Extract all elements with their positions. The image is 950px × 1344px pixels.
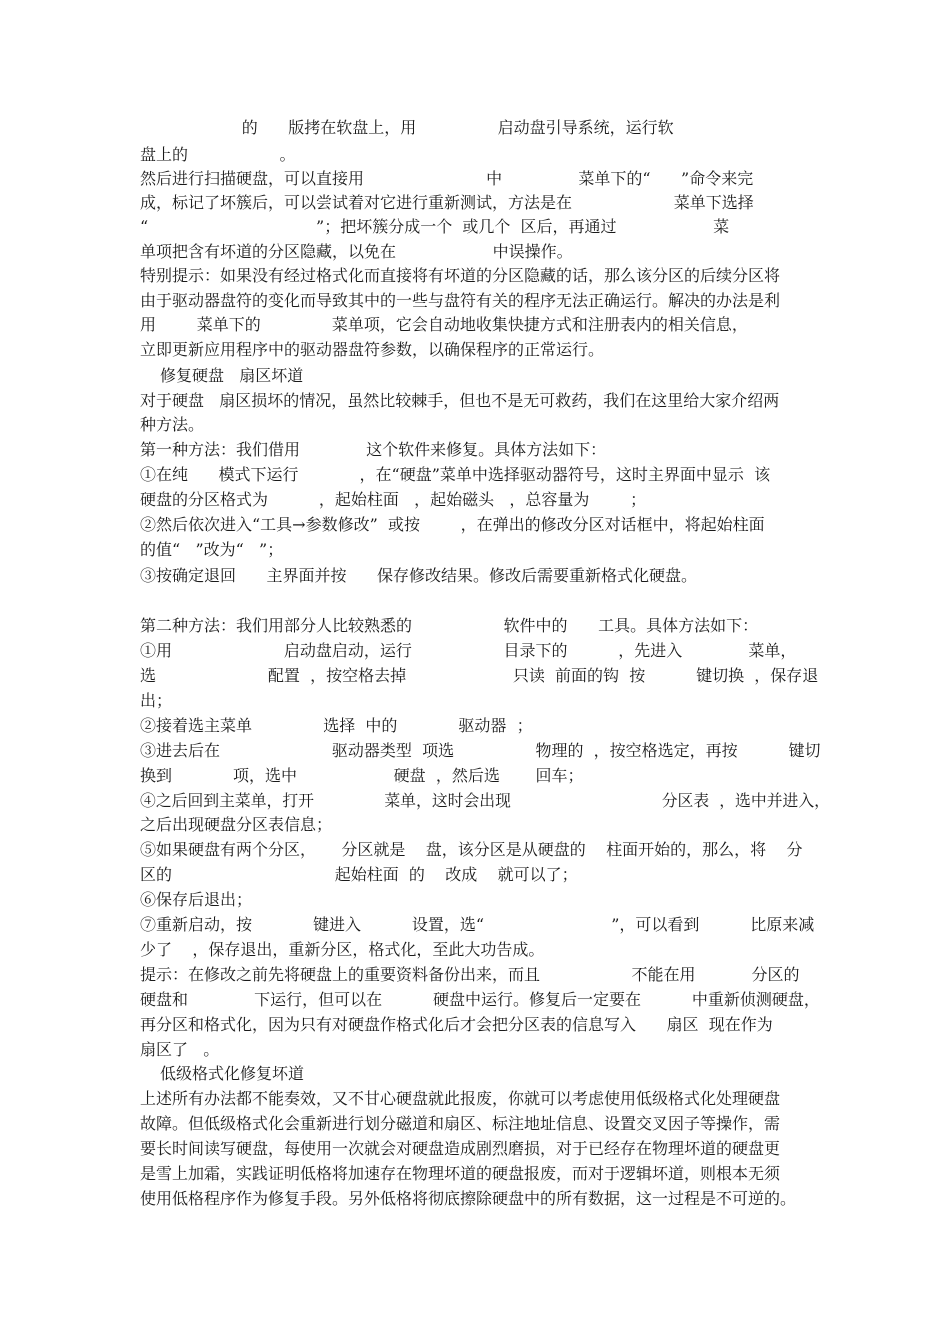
text-line: 扇区了 。 xyxy=(140,1040,220,1059)
text-line: 然后进行扫描硬盘，可以直接用 中 菜单下的“ ”命令来完 xyxy=(140,169,754,188)
text-line: 盘上的 。 xyxy=(140,145,296,164)
text-line: ③按确定退回 主界面并按 保存修改结果。修改后需要重新格式化硬盘。 xyxy=(140,566,698,585)
text-line: 上述所有办法都不能奏效，又不甘心硬盘就此报废，你就可以考虑使用低级格式化处理硬盘 xyxy=(140,1089,781,1108)
text-line: ①在纯 模式下运行 ，在“硬盘”菜单中选择驱动器符号，这时主界面中显示 该 xyxy=(140,465,771,484)
text-line: 特别提示：如果没有经过格式化而直接将有坏道的分区隐藏的话，那么该分区的后续分区将 xyxy=(140,266,781,285)
text-line: 出； xyxy=(140,691,173,710)
text-line: 第一种方法：我们借用 这个软件来修复。具体方法如下： xyxy=(140,440,607,459)
text-line: 使用低格程序作为修复手段。另外低格将彻底擦除硬盘中的所有数据，这一过程是不可逆的。 xyxy=(140,1189,797,1208)
text-line: ②然后依次进入“工具→参数修改” 或按 ，在弹出的修改分区对话框中，将起始柱面 xyxy=(140,515,765,534)
text-line: “ ”；把坏簇分成一个 或几个 区后，再通过 菜 xyxy=(140,217,730,236)
text-line: 是雪上加霜，实践证明低格将加速存在物理坏道的硬盘报废，而对于逻辑坏道，则根本无须 xyxy=(140,1164,781,1183)
text-line: ⑥保存后退出； xyxy=(140,890,253,909)
text-line: 提示：在修改之前先将硬盘上的重要资料备份出来，而且 不能在用 分区的 xyxy=(140,965,800,984)
text-line: 再分区和格式化，因为只有对硬盘作格式化后才会把分区表的信息写入 扇区 现在作为 xyxy=(140,1015,773,1034)
text-line: 故障。但低级格式化会重新进行划分磁道和扇区、标注地址信息、设置交叉因子等操作，需 xyxy=(140,1114,781,1133)
text-line: 成，标记了坏簇后，可以尝试着对它进行重新测试，方法是在 菜单下选择 xyxy=(140,193,754,212)
text-line: 的 版拷在软盘上，用 启动盘引导系统，运行软 xyxy=(140,118,674,137)
text-line: ①用 启动盘启动，运行 目录下的 ，先进入 菜单， xyxy=(140,641,797,660)
text-line: 换到 项，选中 硬盘 ，然后选 回车； xyxy=(140,766,584,785)
text-line: ③进去后在 驱动器类型 项选 物理的 ，按空格选定，再按 键切 xyxy=(140,741,821,760)
text-line: 种方法。 xyxy=(140,415,205,434)
text-line: 立即更新应用程序中的驱动器盘符参数，以确保程序的正常运行。 xyxy=(140,340,605,359)
section-heading: 修复硬盘 扇区坏道 xyxy=(160,366,304,385)
text-line: 单项把含有坏道的分区隐藏，以免在 中误操作。 xyxy=(140,242,573,261)
text-line: 的值“ ”改为“ ”； xyxy=(140,540,284,559)
text-line: 用 菜单下的 菜单项，它会自动地收集快捷方式和注册表内的相关信息， xyxy=(140,315,748,334)
text-line: 由于驱动器盘符的变化而导致其中的一些与盘符有关的程序无法正确运行。解决的办法是利 xyxy=(140,291,781,310)
text-line: 要长时间读写硬盘，每使用一次就会对硬盘造成剧烈磨损，对于已经存在物理坏道的硬盘更 xyxy=(140,1139,781,1158)
text-line: 对于硬盘 扇区损坏的情况，虽然比较棘手，但也不是无可救药，我们在这里给大家介绍两 xyxy=(140,391,780,410)
text-line: 区的 起始柱面 的 改成 就可以了； xyxy=(140,865,578,884)
text-line: ⑤如果硬盘有两个分区， 分区就是 盘，该分区是从硬盘的 柱面开始的，那么，将 分 xyxy=(140,840,803,859)
text-line: 硬盘和 下运行，但可以在 硬盘中运行。修复后一定要在 中重新侦测硬盘， xyxy=(140,990,820,1009)
text-line: 少了 ，保存退出，重新分区，格式化，至此大功告成。 xyxy=(140,940,545,959)
text-line: 硬盘的分区格式为 ，起始柱面 ，起始磁头 ，总容量为 ； xyxy=(140,490,647,509)
text-line: 之后出现硬盘分区表信息； xyxy=(140,815,333,834)
text-line: ②接着选主菜单 选择 中的 驱动器 ； xyxy=(140,716,533,735)
text-line: ④之后回到主菜单，打开 菜单，这时会出现 分区表 ，选中并进入， xyxy=(140,791,830,810)
text-line: ⑦重新启动，按 键进入 设置，选“ ”，可以看到 比原来减 xyxy=(140,915,815,934)
text-line: 第二种方法：我们用部分人比较熟悉的 软件中的 工具。具体方法如下： xyxy=(140,616,759,635)
section-heading: 低级格式化修复坏道 xyxy=(160,1064,305,1083)
text-line: 选 配置 ，按空格去掉 只读 前面的钩 按 键切换 ，保存退 xyxy=(140,666,819,685)
